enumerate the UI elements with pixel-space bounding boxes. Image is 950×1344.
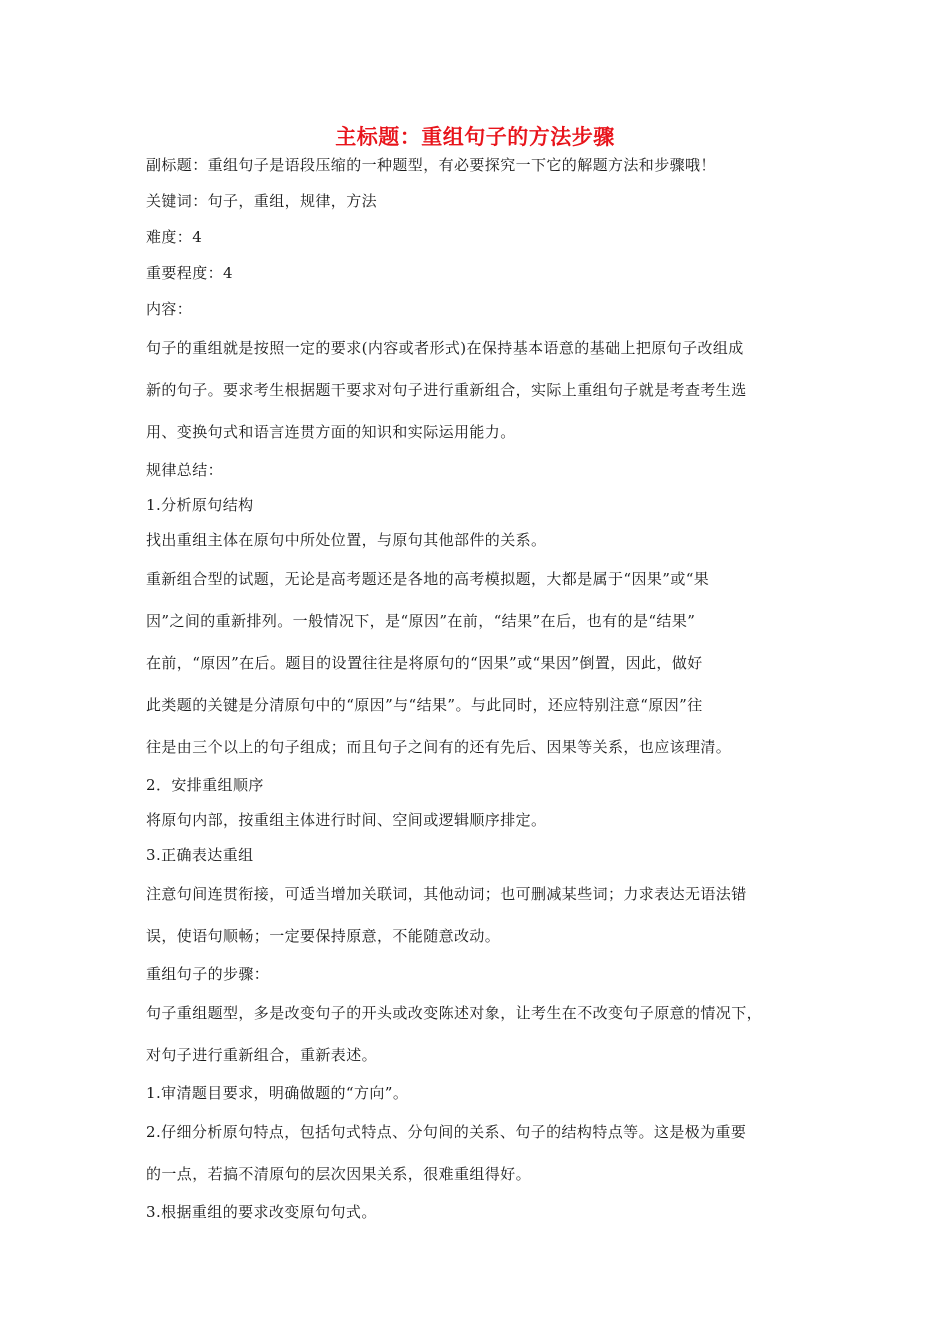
body-paragraph-line: 对句子进行重新组合，重新表述。 [146,1046,378,1064]
body-paragraph-line: 因”之间的重新排列。一般情况下，是“原因”在前，“结果”在后，也有的是“结果” [146,612,696,630]
intro-paragraph-line: 句子的重组就是按照一定的要求(内容或者形式)在保持基本语意的基础上把原句子改组成 [146,339,744,357]
step-heading: 3.正确表达重组 [146,846,254,864]
body-paragraph-line: 往是由三个以上的句子组成；而且句子之间有的还有先后、因果等关系，也应该理清。 [146,738,732,756]
step-heading: 1.分析原句结构 [146,496,254,514]
section-heading: 重组句子的步骤： [146,965,270,983]
body-paragraph-line: 此类题的关键是分清原句中的“原因”与“结果”。与此同时，还应特别注意“原因”往 [146,696,703,714]
intro-paragraph-line: 新的句子。要求考生根据题干要求对句子进行重新组合，实际上重组句子就是考查考生选 [146,381,747,399]
step-line: 1.审清题目要求，明确做题的“方向”。 [146,1084,409,1102]
difficulty-line: 难度：4 [146,228,203,246]
body-line: 找出重组主体在原句中所处位置，与原句其他部件的关系。 [146,531,547,549]
body-paragraph-line: 重新组合型的试题，无论是高考题还是各地的高考模拟题，大都是属于“因果”或“果 [146,570,710,588]
body-paragraph-line: 注意句间连贯衔接，可适当增加关联词，其他动词；也可删减某些词；力求表达无语法错 [146,885,747,903]
importance-line: 重要程度：4 [146,264,233,282]
page-title: 主标题：重组句子的方法步骤 [335,125,615,149]
document-body [146,147,826,1230]
step-paragraph-line: 的一点，若搞不清原句的层次因果关系，很难重组得好。 [146,1165,532,1183]
section-heading: 规律总结： [146,461,224,479]
body-paragraph-line: 句子重组题型，多是改变句子的开头或改变陈述对象，让考生在不改变句子原意的情况下， [146,1004,763,1022]
intro-paragraph-line: 用、变换句式和语言连贯方面的知识和实际运用能力。 [146,423,516,441]
content-label: 内容： [146,300,193,318]
body-paragraph-line: 在前，“原因”在后。题目的设置往往是将原句的“因果”或“果因”倒置，因此，做好 [146,654,703,672]
keywords-line: 关键词：句子，重组，规律，方法 [146,192,378,210]
step-heading: 2．安排重组顺序 [146,776,264,794]
subtitle-line: 副标题：重组句子是语段压缩的一种题型，有必要探究一下它的解题方法和步骤哦！ [146,156,716,174]
body-line: 将原句内部，按重组主体进行时间、空间或逻辑顺序排定。 [146,811,547,829]
body-paragraph-line: 误，使语句顺畅；一定要保持原意，不能随意改动。 [146,927,501,945]
step-line: 3.根据重组的要求改变原句句式。 [146,1203,377,1221]
step-paragraph-line: 2.仔细分析原句特点，包括句式特点、分句间的关系、句子的结构特点等。这是极为重要 [146,1123,747,1141]
